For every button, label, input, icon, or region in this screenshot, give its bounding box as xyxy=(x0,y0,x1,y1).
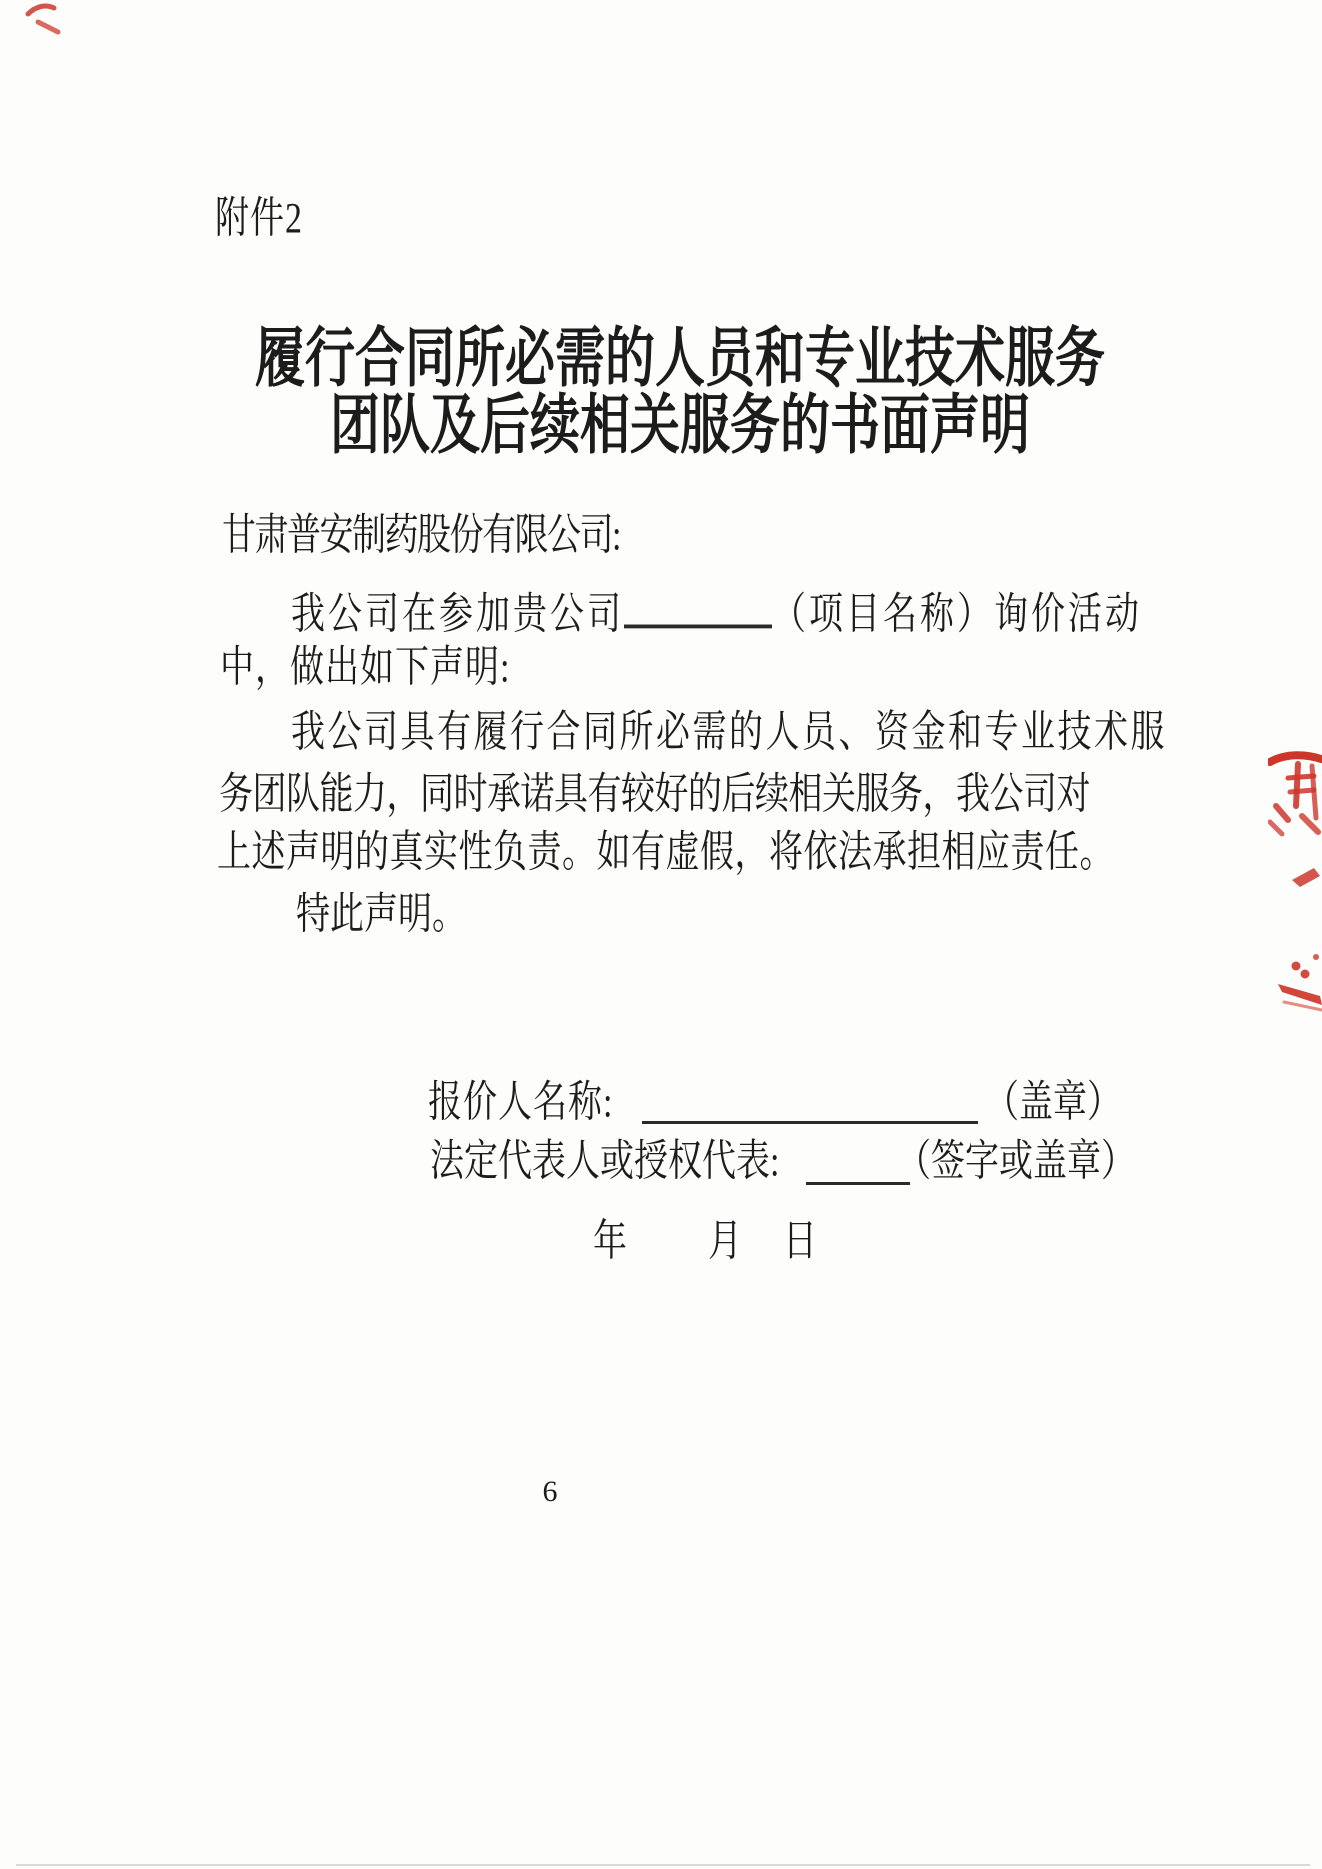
red-stamp-fragment-right-middle xyxy=(1290,864,1322,892)
paragraph1-after-blank: （项目名称）询价活动 xyxy=(772,591,1142,639)
red-stamp-fragment-right-upper xyxy=(1268,748,1322,838)
paragraph1-lead: 我公司在参加贵公司 xyxy=(291,591,624,639)
paragraph1-line1 xyxy=(291,581,1142,640)
paragraph2-line2: 务团队能力，同时承诺具有较好的后续相关服务，我公司对 xyxy=(219,771,1090,819)
date-year-label: 年 xyxy=(593,1218,627,1266)
bidder-seal-note: （盖章） xyxy=(985,1079,1121,1127)
document-title-line1: 履行合同所必需的人员和专业技术服务 xyxy=(255,321,1105,395)
salutation: 甘肃普安制药股份有限公司: xyxy=(222,512,620,560)
closing-statement: 特此声明。 xyxy=(296,891,466,939)
scan-bottom-edge xyxy=(16,1864,1310,1866)
date-month-label: 月 xyxy=(708,1218,742,1266)
document-title-line2: 团队及后续相关服务的书面声明 xyxy=(330,388,1030,462)
bidder-name-label: 报价人名称: xyxy=(428,1079,614,1127)
paragraph2-line1: 我公司具有履行合同所必需的人员、资金和专业技术服 xyxy=(291,709,1167,757)
red-stamp-fragment-top-left xyxy=(24,2,70,38)
paragraph2-line3: 上述声明的真实性负责。如有虚假，将依法承担相应责任。 xyxy=(217,829,1114,877)
representative-fill-line xyxy=(806,1182,910,1185)
red-stamp-fragment-right-lower xyxy=(1276,950,1322,1012)
page-number: 6 xyxy=(542,1475,558,1508)
representative-label: 法定代表人或授权代表: xyxy=(430,1138,780,1186)
representative-seal-note: （签字或盖章） xyxy=(897,1138,1135,1186)
paragraph1-line2: 中，做出如下声明: xyxy=(220,644,511,692)
date-day-label: 日 xyxy=(783,1218,817,1266)
attachment-label: 附件2 xyxy=(215,195,303,243)
project-name-blank xyxy=(624,581,772,628)
bidder-name-fill-line xyxy=(642,1121,978,1124)
